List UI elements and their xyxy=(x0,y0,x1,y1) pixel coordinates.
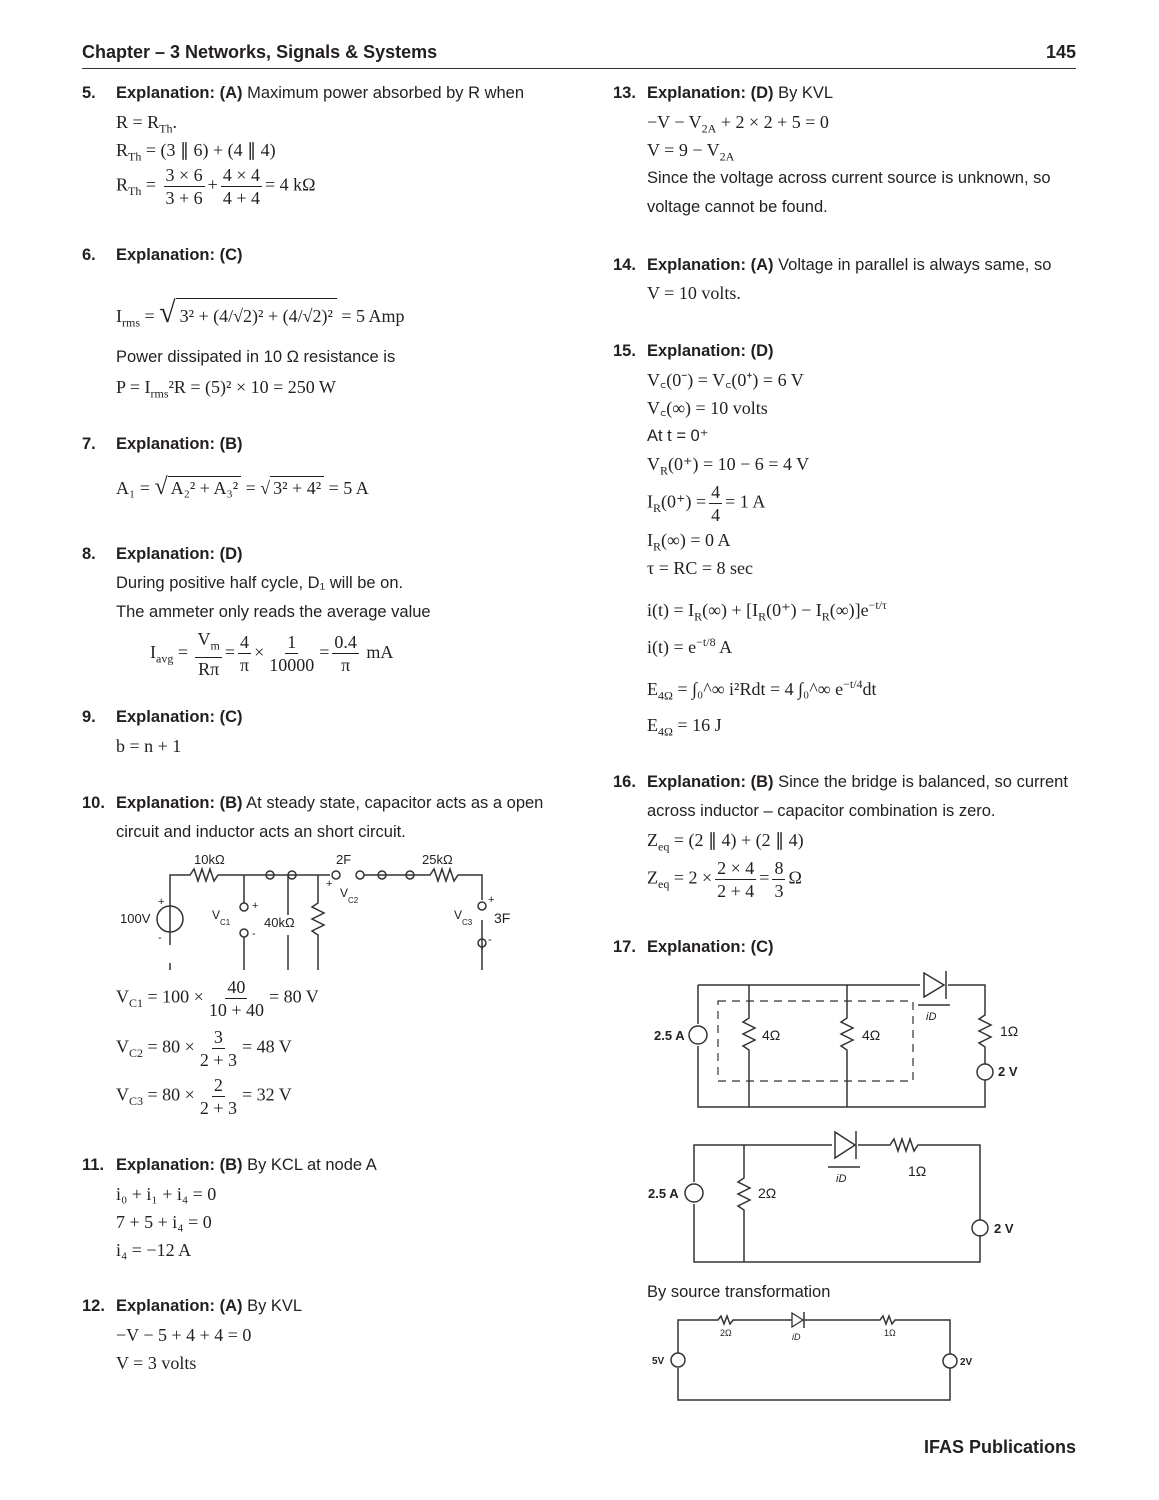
svg-text:2 V: 2 V xyxy=(994,1221,1014,1236)
q16-explanation: Explanation: (B) Since the bridge is balanced, so current xyxy=(647,773,1068,791)
q5-line2: $R_{Th} = (3$ ∥ 6) + (4 ∥ 4) xyxy=(116,140,276,164)
svg-text:4Ω: 4Ω xyxy=(762,1027,781,1043)
q7-label: Explanation: (B) xyxy=(116,435,243,453)
svg-text:-: - xyxy=(158,932,162,944)
svg-text:C1: C1 xyxy=(220,918,231,927)
svg-text:C3: C3 xyxy=(462,918,473,927)
q8-number: 8. xyxy=(82,545,96,563)
q13-line2: $V = 9 - V_{2A}$ xyxy=(647,140,735,164)
svg-text:iD: iD xyxy=(792,1332,801,1342)
svg-text:V: V xyxy=(340,886,349,900)
q8-text1: During positive half cycle, D₁ will be on. xyxy=(116,574,404,592)
svg-text:2.5 A: 2.5 A xyxy=(654,1028,685,1043)
svg-text:V: V xyxy=(212,908,221,922)
q5-line3: $R_{Th}$ = $\frac{3 \times 6}{3 + 6}$ + $\frac{4 \times 4}{4 + 4}$ = 4 kΩ xyxy=(116,165,316,208)
q11-line3: i₄ = −12 A xyxy=(116,1240,192,1260)
q15-line7: τ = RC = 8 sec xyxy=(647,558,754,578)
q11-line1: i₀ + i₁ + i₄ = 0 xyxy=(116,1184,217,1204)
q13-text1: Since the voltage across current source is unknown, so xyxy=(647,169,1051,187)
svg-text:+: + xyxy=(326,878,333,890)
svg-text:4Ω: 4Ω xyxy=(862,1027,881,1043)
q15-number: 15. xyxy=(613,342,636,360)
q12-explanation: Explanation: (A) By KVL xyxy=(116,1297,303,1315)
q6-text: Power dissipated in 10 Ω resistance is xyxy=(116,348,396,366)
q12-number: 12. xyxy=(82,1297,105,1315)
q10-text2: circuit and inductor acts an short circuit. xyxy=(116,823,406,841)
q11-explanation: Explanation: (B) By KCL at node A xyxy=(116,1156,377,1174)
svg-text:C2: C2 xyxy=(348,896,359,905)
explanation-text: Maximum power absorbed by R when xyxy=(242,84,525,102)
q17-number: 17. xyxy=(613,938,636,956)
q17-label: Explanation: (C) xyxy=(647,938,774,956)
q6-power: $P = I_{rms}^2R = (5)^2 \times 10 = 250$ W xyxy=(116,377,336,401)
q17-circuit-1 xyxy=(640,960,1040,1115)
chapter-title: Chapter – 3 Networks, Signals & Systems xyxy=(82,42,438,62)
q15-line10: $E_{4\Omega}$ = ∫₀^∞ i²Rdt = 4 ∫₀^∞ $e^{-t/4}dt$ xyxy=(647,677,877,703)
q12-line2: V = 3 volts xyxy=(116,1353,197,1373)
q8-text2: The ammeter only reads the average value xyxy=(116,603,431,621)
svg-text:2F: 2F xyxy=(336,852,352,867)
q13-explanation: Explanation: (D) By KVL xyxy=(647,84,834,102)
q16-line2: $Z_{eq} = 2$ × $\frac{2 \times 4}{2 + 4}$ = $\frac{8}{3}$ Ω xyxy=(647,858,802,901)
svg-text:2Ω: 2Ω xyxy=(720,1328,732,1338)
svg-text:+: + xyxy=(158,896,165,908)
footer-publisher: IFAS Publications xyxy=(923,1437,1076,1457)
svg-text:2.5 A: 2.5 A xyxy=(648,1186,679,1201)
q14-number: 14. xyxy=(613,256,636,274)
q9-number: 9. xyxy=(82,708,96,726)
q15-label: Explanation: (D) xyxy=(647,342,774,360)
q13-number: 13. xyxy=(613,84,636,102)
q12-line1: −V − 5 + 4 + 4 = 0 xyxy=(116,1325,252,1345)
q15-line9: $i(t) = e^{-t/8}$ A xyxy=(647,635,733,657)
q8-iavg: $I_{avg}$ = $\frac{V_m}{R\pi}$ = $\frac{4}{\pi}$ × $\frac{1}{10000}$ = $\frac{0.4}{\pi}$ mA xyxy=(150,629,394,679)
svg-text:1Ω: 1Ω xyxy=(884,1328,896,1338)
q13-line1: $-V - V_{2A} + 2 \times 2 + 5 = 0$ xyxy=(647,112,829,136)
q6-label: Explanation: (C) xyxy=(116,246,243,264)
q16-line1: $Z_{eq} = (2$ ∥ 4) + (2 ∥ 4) xyxy=(647,830,804,854)
q7-eq: A₁ = √ A₂² + A₃² = √ 3² + 4² = 5 A xyxy=(116,474,369,500)
q15-line11: $E_{4\Omega} = 16$ J xyxy=(647,715,722,739)
q16-text2: across inductor – capacitor combination is zero. xyxy=(647,802,996,820)
svg-text:+: + xyxy=(252,900,259,912)
svg-text:iD: iD xyxy=(926,1011,937,1023)
q10-vc2: $V_{C2} = 80$ × $\frac{3}{2 + 3}$ = 48 V xyxy=(116,1027,292,1070)
svg-text:V: V xyxy=(454,908,463,922)
page-number: 145 xyxy=(1045,42,1076,62)
q6-number: 6. xyxy=(82,246,96,264)
svg-text:2Ω: 2Ω xyxy=(758,1185,777,1201)
q9-label: Explanation: (C) xyxy=(116,708,243,726)
svg-text:-: - xyxy=(488,934,492,946)
svg-text:1Ω: 1Ω xyxy=(1000,1023,1019,1039)
q15-line8: $i(t) = I_R(\infty) + [I_R(0^+) - I_R(\infty)]e^{-t/\tau}$ xyxy=(647,598,887,624)
svg-text:-: - xyxy=(252,928,256,940)
svg-text:25kΩ: 25kΩ xyxy=(422,852,453,867)
q14-line1: V = 10 volts. xyxy=(647,283,741,303)
q10-explanation: Explanation: (B) At steady state, capacitor acts as a open xyxy=(116,794,544,812)
q15-line3: At t = 0⁺ xyxy=(647,427,709,445)
q17-circuit-2 xyxy=(640,1120,1040,1270)
q11-number: 11. xyxy=(82,1156,105,1174)
svg-text:40kΩ: 40kΩ xyxy=(264,915,295,930)
q15-line6: $I_R(\infty) = 0$ A xyxy=(647,530,731,554)
q14-explanation: Explanation: (A) Voltage in parallel is always same, so xyxy=(647,256,1052,274)
q17-circuit-3 xyxy=(640,1308,980,1408)
svg-text:10kΩ: 10kΩ xyxy=(194,852,225,867)
q5-explanation xyxy=(116,82,524,104)
svg-text:2 V: 2 V xyxy=(998,1064,1018,1079)
q15-line4: $V_R(0^+) = 10 - 6 = 4$ V xyxy=(647,454,810,478)
q5-number: 5. xyxy=(82,84,96,102)
svg-text:2V: 2V xyxy=(960,1357,973,1368)
q6-irms: $I_{rms}$ = √ 3² + (4/√2)² + (4/√2)² = 5 Amp xyxy=(116,298,405,334)
svg-text:iD: iD xyxy=(836,1173,847,1185)
svg-text:3F: 3F xyxy=(494,910,511,926)
q9-eq: b = n + 1 xyxy=(116,736,182,756)
svg-text:100V: 100V xyxy=(120,911,151,926)
q7-number: 7. xyxy=(82,435,96,453)
q10-circuit-diagram xyxy=(110,845,520,970)
header-rule xyxy=(82,68,1076,69)
q15-line5: $I_R(0^+)$ = $\frac{4}{4}$ = 1 A xyxy=(647,482,766,525)
answer-label: Explanation: (A) xyxy=(116,84,243,102)
q11-line2: 7 + 5 + i₄ = 0 xyxy=(116,1212,212,1232)
q15-line1: V꜀(0⁻) = V꜀(0⁺) = 6 V xyxy=(647,370,804,390)
svg-text:5V: 5V xyxy=(652,1356,665,1367)
q15-line2: V꜀(∞) = 10 volts xyxy=(647,398,768,418)
q16-number: 16. xyxy=(613,773,636,791)
q10-vc1: $V_{C1} = 100$ × $\frac{40}{10 + 40}$ = 80 V xyxy=(116,977,319,1020)
svg-text:1Ω: 1Ω xyxy=(908,1163,927,1179)
q10-number: 10. xyxy=(82,794,105,812)
q10-vc3: $V_{C3} = 80$ × $\frac{2}{2 + 3}$ = 32 V xyxy=(116,1075,292,1118)
q17-text: By source transformation xyxy=(647,1283,831,1301)
q5-line1: $R = R_{Th}$. xyxy=(116,112,178,136)
q8-label: Explanation: (D) xyxy=(116,545,243,563)
svg-text:+: + xyxy=(488,894,495,906)
q13-text2: voltage cannot be found. xyxy=(647,198,828,216)
